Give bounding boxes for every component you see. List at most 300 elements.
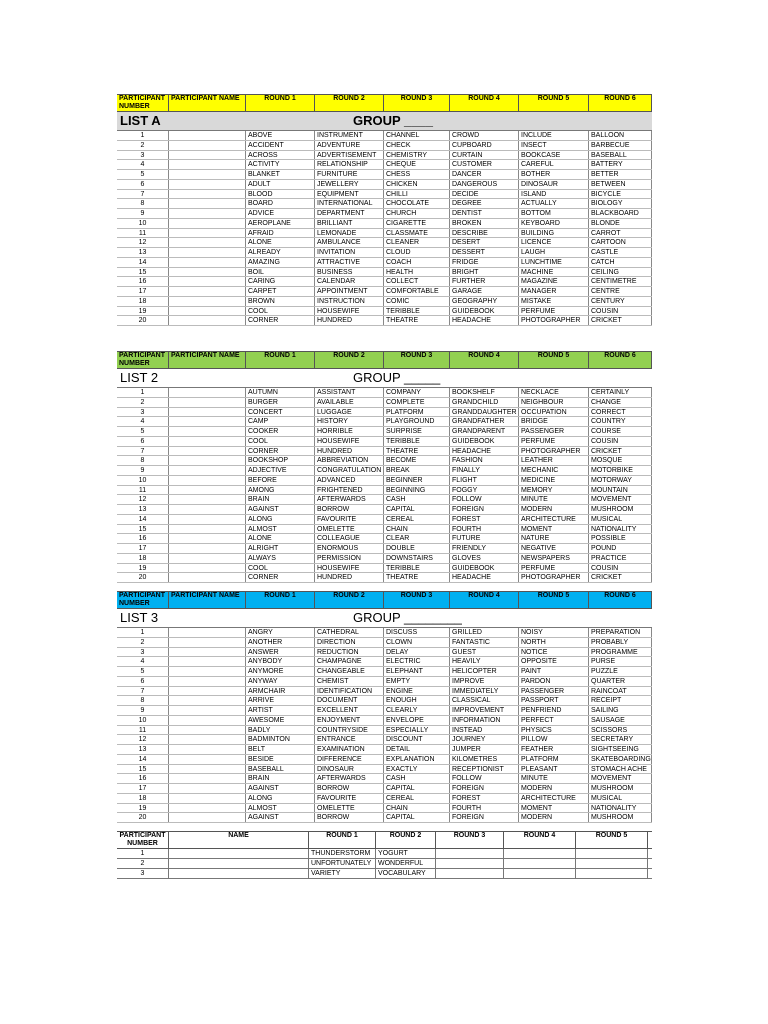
word-cell: DANCER [450,170,519,179]
word-cell: MEMORY [519,486,589,495]
final-table [117,831,652,879]
word-cell: HOUSEWIFE [315,564,384,573]
word-cell: MECHANIC [519,466,589,475]
round-3-header: ROUND 3 [436,832,504,848]
word-cell: KEYBOARD [519,219,589,228]
word-cell: BOTTOM [519,209,589,218]
participant-number-cell: 15 [117,525,169,534]
word-cell: NECKLACE [519,388,589,397]
round-3-header: ROUND 3 [384,95,450,111]
word-cell: IMPROVE [450,677,519,686]
round-1-header: ROUND 1 [246,95,315,111]
participant-name-cell [169,774,246,783]
word-cell: ISLAND [519,190,589,199]
table-row [117,784,652,794]
word-cell: MUSICAL [589,515,652,524]
participant-number-cell: 8 [117,199,169,208]
round-2-header: ROUND 2 [315,95,384,111]
word-cell: BICYCLE [589,190,652,199]
participant-name-header: PARTICIPANT NAME [169,352,246,368]
word-cell: SURPRISE [384,427,450,436]
word-cell: HORRIBLE [315,427,384,436]
word-cell: GRANDCHILD [450,398,519,407]
word-cell: CORNER [246,316,315,325]
word-cell: GUEST [450,648,519,657]
word-cell: FRIENDLY [450,544,519,553]
table-row [117,199,652,209]
word-cell: THEATRE [384,573,450,582]
participant-number-cell: 13 [117,745,169,754]
table-row [117,170,652,180]
word-cell: INVITATION [315,248,384,257]
round-5-header: ROUND 5 [519,352,589,368]
participant-number-cell: 8 [117,696,169,705]
table-row [117,229,652,239]
word-cell: PLATFORM [384,408,450,417]
word-cell: CORNER [246,573,315,582]
word-cell: COOL [246,437,315,446]
round-cell: UNFORTUNATELY [309,859,376,868]
word-cell: ARMCHAIR [246,687,315,696]
participant-name-cell [169,486,246,495]
participant-name-cell [169,151,246,160]
participant-number-cell: 5 [117,170,169,179]
word-cell: ABOVE [246,131,315,140]
word-cell: CERTAINLY [589,388,652,397]
word-cell: IMPROVEMENT [450,706,519,715]
word-cell: FOREST [450,794,519,803]
word-cell: HUNDRED [315,447,384,456]
participant-number-cell: 5 [117,667,169,676]
word-cell: CONCERT [246,408,315,417]
participant-number-cell: 19 [117,307,169,316]
participant-number-cell: 4 [117,160,169,169]
word-cell: CEILING [589,268,652,277]
word-cell: FURNITURE [315,170,384,179]
word-cell: AVAILABLE [315,398,384,407]
participant-name-header: PARTICIPANT NAME [169,592,246,608]
word-cell: THEATRE [384,447,450,456]
word-cell: COUNTRY [589,417,652,426]
word-cell: PASSENGER [519,427,589,436]
word-cell: CARPET [246,287,315,296]
word-cell: BLANKET [246,170,315,179]
round-1-header: ROUND 1 [246,352,315,368]
word-cell: CARING [246,277,315,286]
word-cell: BOARD [246,199,315,208]
word-cell: CRICKET [589,316,652,325]
word-cell: NEGATIVE [519,544,589,553]
participant-number-cell: 13 [117,505,169,514]
participant-number-cell: 15 [117,765,169,774]
word-cell: PROGRAMME [589,648,652,657]
participant-name-cell [169,687,246,696]
table-row [117,486,652,496]
word-cell: FOLLOW [450,774,519,783]
participant-name-cell [169,628,246,637]
participant-number-cell: 3 [117,648,169,657]
word-cell: BARBECUE [589,141,652,150]
participant-number-cell: 6 [117,180,169,189]
round-4-header: ROUND 4 [450,352,519,368]
table-row [117,544,652,554]
word-cell: FRIGHTENED [315,486,384,495]
table-row [117,755,652,765]
round-cell [576,849,648,858]
word-cell: EQUIPMENT [315,190,384,199]
word-cell: CHECK [384,141,450,150]
participant-number-cell: 2 [117,859,169,868]
word-cell: GLOVES [450,554,519,563]
table-row [117,554,652,564]
word-cell: BALLOON [589,131,652,140]
participant-name-cell [169,706,246,715]
round-cell [576,869,648,878]
table-row [117,849,652,859]
participant-name-header: PARTICIPANT NAME [169,95,246,111]
word-cell: DOWNSTAIRS [384,554,450,563]
word-cell: COMPANY [384,388,450,397]
word-cell: DINOSAUR [315,765,384,774]
word-cell: MODERN [519,505,589,514]
word-cell: BORROW [315,813,384,822]
participant-number-cell: 19 [117,564,169,573]
word-cell: RECEPTIONIST [450,765,519,774]
word-cell: NATURE [519,534,589,543]
table-row [117,573,652,583]
list-a-table [117,94,652,326]
word-cell: FLIGHT [450,476,519,485]
word-cell: GUIDEBOOK [450,307,519,316]
word-cell: SAUSAGE [589,716,652,725]
round-3-header: ROUND 3 [384,592,450,608]
list-3-table [117,591,652,823]
word-cell: CUSTOMER [450,160,519,169]
round-5-header: ROUND 5 [519,592,589,608]
participant-name-cell [169,784,246,793]
word-cell: CURTAIN [450,151,519,160]
word-cell: JEWELLERY [315,180,384,189]
word-cell: FINALLY [450,466,519,475]
word-cell: MACHINE [519,268,589,277]
table-row [117,726,652,736]
word-cell: DINOSAUR [519,180,589,189]
word-cell: SECRETARY [589,735,652,744]
table-row [117,869,652,879]
participant-name-cell [169,398,246,407]
round-1-header: ROUND 1 [309,832,376,848]
table-row [117,287,652,297]
word-cell: PROBABLY [589,638,652,647]
round-cell: VARIETY [309,869,376,878]
participant-name-cell [169,388,246,397]
participant-number-cell: 16 [117,774,169,783]
word-cell: PHOTOGRAPHER [519,447,589,456]
participant-number-cell: 20 [117,813,169,822]
word-cell: ANGRY [246,628,315,637]
word-cell: PASSPORT [519,696,589,705]
word-cell: PENFRIEND [519,706,589,715]
table-row [117,638,652,648]
participant-number-cell: 11 [117,229,169,238]
word-cell: CHEMIST [315,677,384,686]
table-row [117,804,652,814]
participant-number-cell: 16 [117,277,169,286]
word-cell: NATIONALITY [589,525,652,534]
word-cell: INCLUDE [519,131,589,140]
word-cell: QUARTER [589,677,652,686]
word-cell: MAGAZINE [519,277,589,286]
participant-name-cell [169,427,246,436]
word-cell: BORROW [315,784,384,793]
participant-number-cell: 12 [117,238,169,247]
word-cell: LUNCHTIME [519,258,589,267]
word-cell: BELT [246,745,315,754]
word-cell: BEGINNER [384,476,450,485]
final-header [117,831,652,849]
word-cell: AWESOME [246,716,315,725]
table-row [117,131,652,141]
participant-number-cell: 10 [117,716,169,725]
word-cell: HOUSEWIFE [315,437,384,446]
word-cell: BESIDE [246,755,315,764]
participant-number-cell: 3 [117,408,169,417]
word-cell: NOTICE [519,648,589,657]
table-row [117,408,652,418]
participant-number-cell: 7 [117,447,169,456]
word-cell: ARTIST [246,706,315,715]
word-cell: DANGEROUS [450,180,519,189]
participant-number-cell: 10 [117,219,169,228]
word-cell: FOREIGN [450,784,519,793]
word-cell: EXAMINATION [315,745,384,754]
participant-name-cell [169,316,246,325]
participant-name-cell [169,735,246,744]
participant-name-cell [169,755,246,764]
word-cell: ARRIVE [246,696,315,705]
word-cell: CENTRE [589,287,652,296]
round-4-header: ROUND 4 [450,95,519,111]
word-cell: AMAZING [246,258,315,267]
word-cell: CASH [384,495,450,504]
participant-number-cell: 2 [117,638,169,647]
word-cell: HEADACHE [450,447,519,456]
table-row [117,505,652,515]
word-cell: DIFFERENCE [315,755,384,764]
round-2-header: ROUND 2 [376,832,436,848]
participant-name-cell [169,726,246,735]
word-cell: BRILLIANT [315,219,384,228]
participant-number-header: PARTICIPANT NUMBER [117,832,169,848]
word-cell: MINUTE [519,774,589,783]
word-cell: CLEANER [384,238,450,247]
word-cell: EXPLANATION [384,755,450,764]
participant-name-cell [169,525,246,534]
word-cell: ACTUALLY [519,199,589,208]
word-cell: CHAIN [384,804,450,813]
word-cell: LEATHER [519,456,589,465]
participant-number-cell: 3 [117,151,169,160]
word-cell: AUTUMN [246,388,315,397]
word-cell: ALREADY [246,248,315,257]
word-cell: APPOINTMENT [315,287,384,296]
participant-name-cell [169,141,246,150]
list-label: LIST 3 [120,610,159,625]
table-row [117,180,652,190]
table-row [117,447,652,457]
participant-name-cell [169,813,246,822]
word-cell: FUTURE [450,534,519,543]
word-cell: DESCRIBE [450,229,519,238]
participant-number-cell: 2 [117,398,169,407]
word-cell: FOGGY [450,486,519,495]
word-cell: IMMEDIATELY [450,687,519,696]
participant-number-cell: 20 [117,573,169,582]
participant-number-cell: 9 [117,466,169,475]
participant-number-cell: 9 [117,209,169,218]
list-3-title-row [117,609,652,628]
table-row [117,466,652,476]
participant-name-cell [169,648,246,657]
word-cell: MOMENT [519,804,589,813]
table-row [117,268,652,278]
word-cell: PHOTOGRAPHER [519,316,589,325]
word-cell: PRACTICE [589,554,652,563]
word-cell: ELECTRIC [384,657,450,666]
word-cell: AFTERWARDS [315,774,384,783]
word-cell: COOL [246,307,315,316]
word-cell: CUPBOARD [450,141,519,150]
word-cell: STOMACH ACHE [589,765,652,774]
word-cell: CHILLI [384,190,450,199]
word-cell: JOURNEY [450,735,519,744]
word-cell: CHAMPAGNE [315,657,384,666]
word-cell: CENTURY [589,297,652,306]
word-cell: PHOTOGRAPHER [519,573,589,582]
list-2-title-row [117,369,652,388]
participant-number-cell: 1 [117,388,169,397]
participant-name-cell [169,219,246,228]
word-cell: COOKER [246,427,315,436]
word-cell: DOUBLE [384,544,450,553]
word-cell: KILOMETRES [450,755,519,764]
participant-number-cell: 8 [117,456,169,465]
table-row [117,706,652,716]
participant-number-cell: 4 [117,657,169,666]
word-cell: OPPOSITE [519,657,589,666]
word-cell: EXCELLENT [315,706,384,715]
participant-name-cell [169,515,246,524]
word-cell: CHANNEL [384,131,450,140]
participant-name-cell [169,297,246,306]
word-cell: AFRAID [246,229,315,238]
participant-number-cell: 14 [117,515,169,524]
word-cell: MUSHROOM [589,505,652,514]
word-cell: BETTER [589,170,652,179]
participant-number-cell: 12 [117,495,169,504]
participant-number-header: PARTICIPANT NUMBER [117,592,169,608]
participant-number-cell: 18 [117,297,169,306]
word-cell: DEGREE [450,199,519,208]
word-cell: BROKEN [450,219,519,228]
word-cell: CASTLE [589,248,652,257]
participant-number-cell: 1 [117,849,169,858]
word-cell: ENORMOUS [315,544,384,553]
table-row [117,388,652,398]
word-cell: DECIDE [450,190,519,199]
table-row [117,657,652,667]
table-row [117,525,652,535]
word-cell: MOVEMENT [589,774,652,783]
list-label: LIST A [120,113,161,128]
word-cell: BRAIN [246,495,315,504]
word-cell: CLEARLY [384,706,450,715]
round-cell [436,859,504,868]
final-rows [117,849,652,879]
word-cell: NEIGHBOUR [519,398,589,407]
participant-number-cell: 11 [117,726,169,735]
round-4-header: ROUND 4 [450,592,519,608]
word-cell: COURSE [589,427,652,436]
round-cell [504,859,576,868]
list-3-rows [117,628,652,823]
word-cell: ADJECTIVE [246,466,315,475]
table-row [117,258,652,268]
word-cell: COLLECT [384,277,450,286]
name-header: NAME [169,832,309,848]
word-cell: PERFECT [519,716,589,725]
participant-number-cell: 7 [117,190,169,199]
word-cell: ANYMORE [246,667,315,676]
table-row [117,398,652,408]
participant-name-cell [169,804,246,813]
word-cell: PHYSICS [519,726,589,735]
list-a-title-row [117,112,652,131]
round-cell [436,869,504,878]
participant-name-cell [169,190,246,199]
word-cell: TERIBBLE [384,437,450,446]
word-cell: CLOUD [384,248,450,257]
word-cell: RAINCOAT [589,687,652,696]
participant-number-cell: 4 [117,417,169,426]
table-row [117,437,652,447]
word-cell: NATIONALITY [589,804,652,813]
word-cell: CARTOON [589,238,652,247]
table-row [117,515,652,525]
group-label: GROUP ________ [353,610,462,625]
word-cell: JUMPER [450,745,519,754]
word-cell: AGAINST [246,505,315,514]
word-cell: THEATRE [384,316,450,325]
table-row [117,238,652,248]
participant-number-cell: 14 [117,755,169,764]
participant-number-cell: 1 [117,131,169,140]
word-cell: MODERN [519,813,589,822]
participant-number-cell: 6 [117,677,169,686]
word-cell: NORTH [519,638,589,647]
word-cell: SAILING [589,706,652,715]
word-cell: CALENDAR [315,277,384,286]
participant-number-cell: 14 [117,258,169,267]
word-cell: PERFUME [519,307,589,316]
participant-name-cell [169,573,246,582]
word-cell: ADVICE [246,209,315,218]
participant-name-cell [169,657,246,666]
word-cell: MUSHROOM [589,784,652,793]
word-cell: HELICOPTER [450,667,519,676]
participant-number-header: PARTICIPANT NUMBER [117,352,169,368]
word-cell: AMBULANCE [315,238,384,247]
